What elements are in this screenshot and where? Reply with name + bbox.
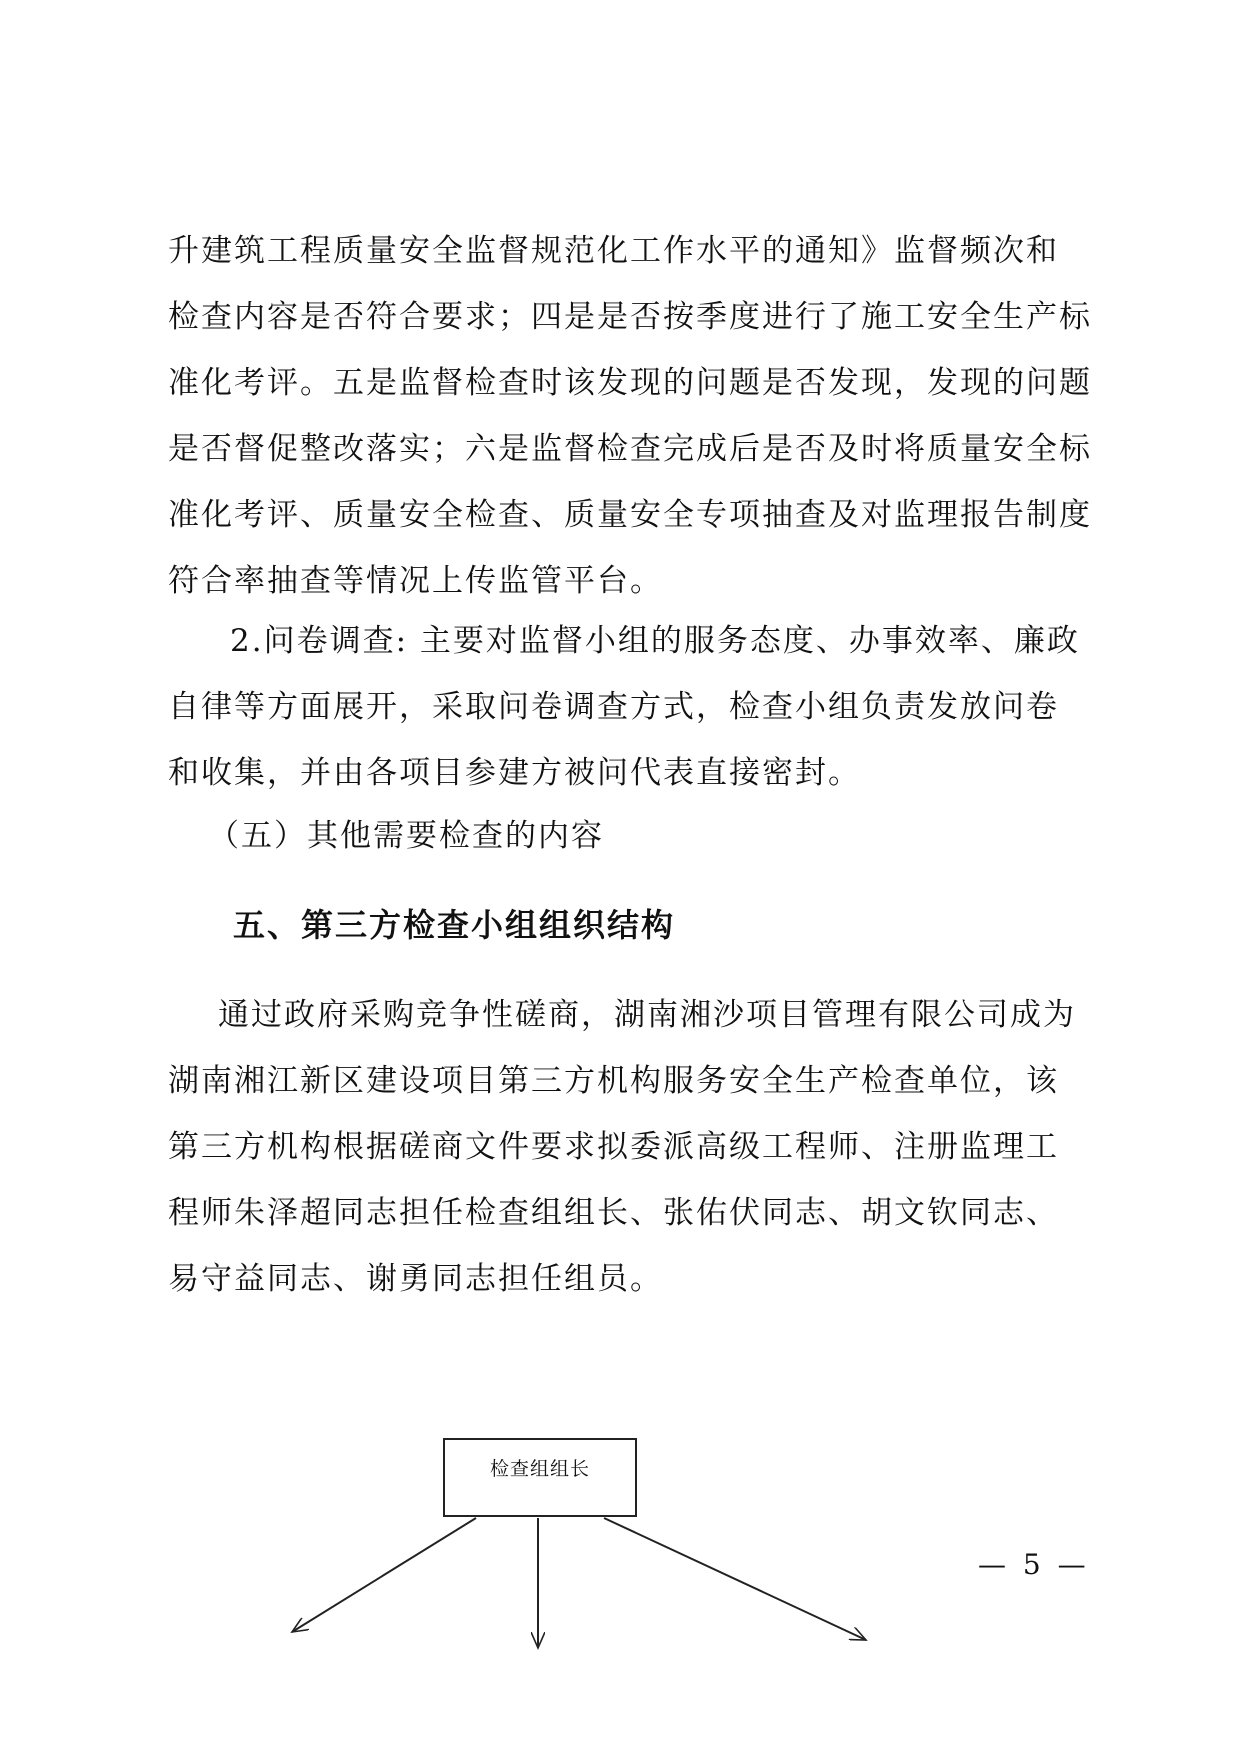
text-line: 符合率抽查等情况上传监管平台。 bbox=[168, 563, 663, 599]
text-line: 是否督促整改落实；六是监督检查完成后是否及时将质量安全标 bbox=[168, 431, 1092, 467]
text-line: 准化考评。五是监督检查时该发现的问题是否发现，发现的问题 bbox=[168, 365, 1092, 401]
text-line: 第三方机构根据磋商文件要求拟委派高级工程师、注册监理工 bbox=[168, 1129, 1059, 1165]
text-line: 检查内容是否符合要求；四是是否按季度进行了施工安全生产标 bbox=[168, 299, 1092, 335]
text-line: 自律等方面展开，采取问卷调查方式，检查小组负责发放问卷 bbox=[168, 689, 1059, 725]
text-line: 易守益同志、谢勇同志担任组员。 bbox=[168, 1261, 663, 1297]
page-number: — 5 — bbox=[978, 1548, 1090, 1581]
arrow-left bbox=[292, 1518, 476, 1632]
org-chart-leader-box bbox=[443, 1438, 637, 1517]
text-line: 升建筑工程质量安全监督规范化工作水平的通知》监督频次和 bbox=[168, 233, 1059, 269]
section-heading: 五、第三方检查小组组织结构 bbox=[233, 906, 676, 944]
text-line: 湖南湘江新区建设项目第三方机构服务安全生产检查单位，该 bbox=[168, 1063, 1059, 1099]
text-line: 程师朱泽超同志担任检查组组长、张佑伏同志、胡文钦同志、 bbox=[168, 1195, 1059, 1231]
text-line: 通过政府采购竞争性磋商，湖南湘沙项目管理有限公司成为 bbox=[218, 997, 1076, 1033]
subheading-other-content: （五）其他需要检查的内容 bbox=[208, 818, 604, 854]
arrow-right bbox=[604, 1518, 866, 1640]
text-line: 2.问卷调查: 主要对监督小组的服务态度、办事效率、廉政 bbox=[230, 623, 1080, 659]
org-chart-leader-label: 检查组组长 bbox=[489, 1458, 590, 1480]
text-line: 和收集，并由各项目参建方被问代表直接密封。 bbox=[168, 755, 861, 791]
text-line: 准化考评、质量安全检查、质量安全专项抽查及对监理报告制度 bbox=[168, 497, 1092, 533]
